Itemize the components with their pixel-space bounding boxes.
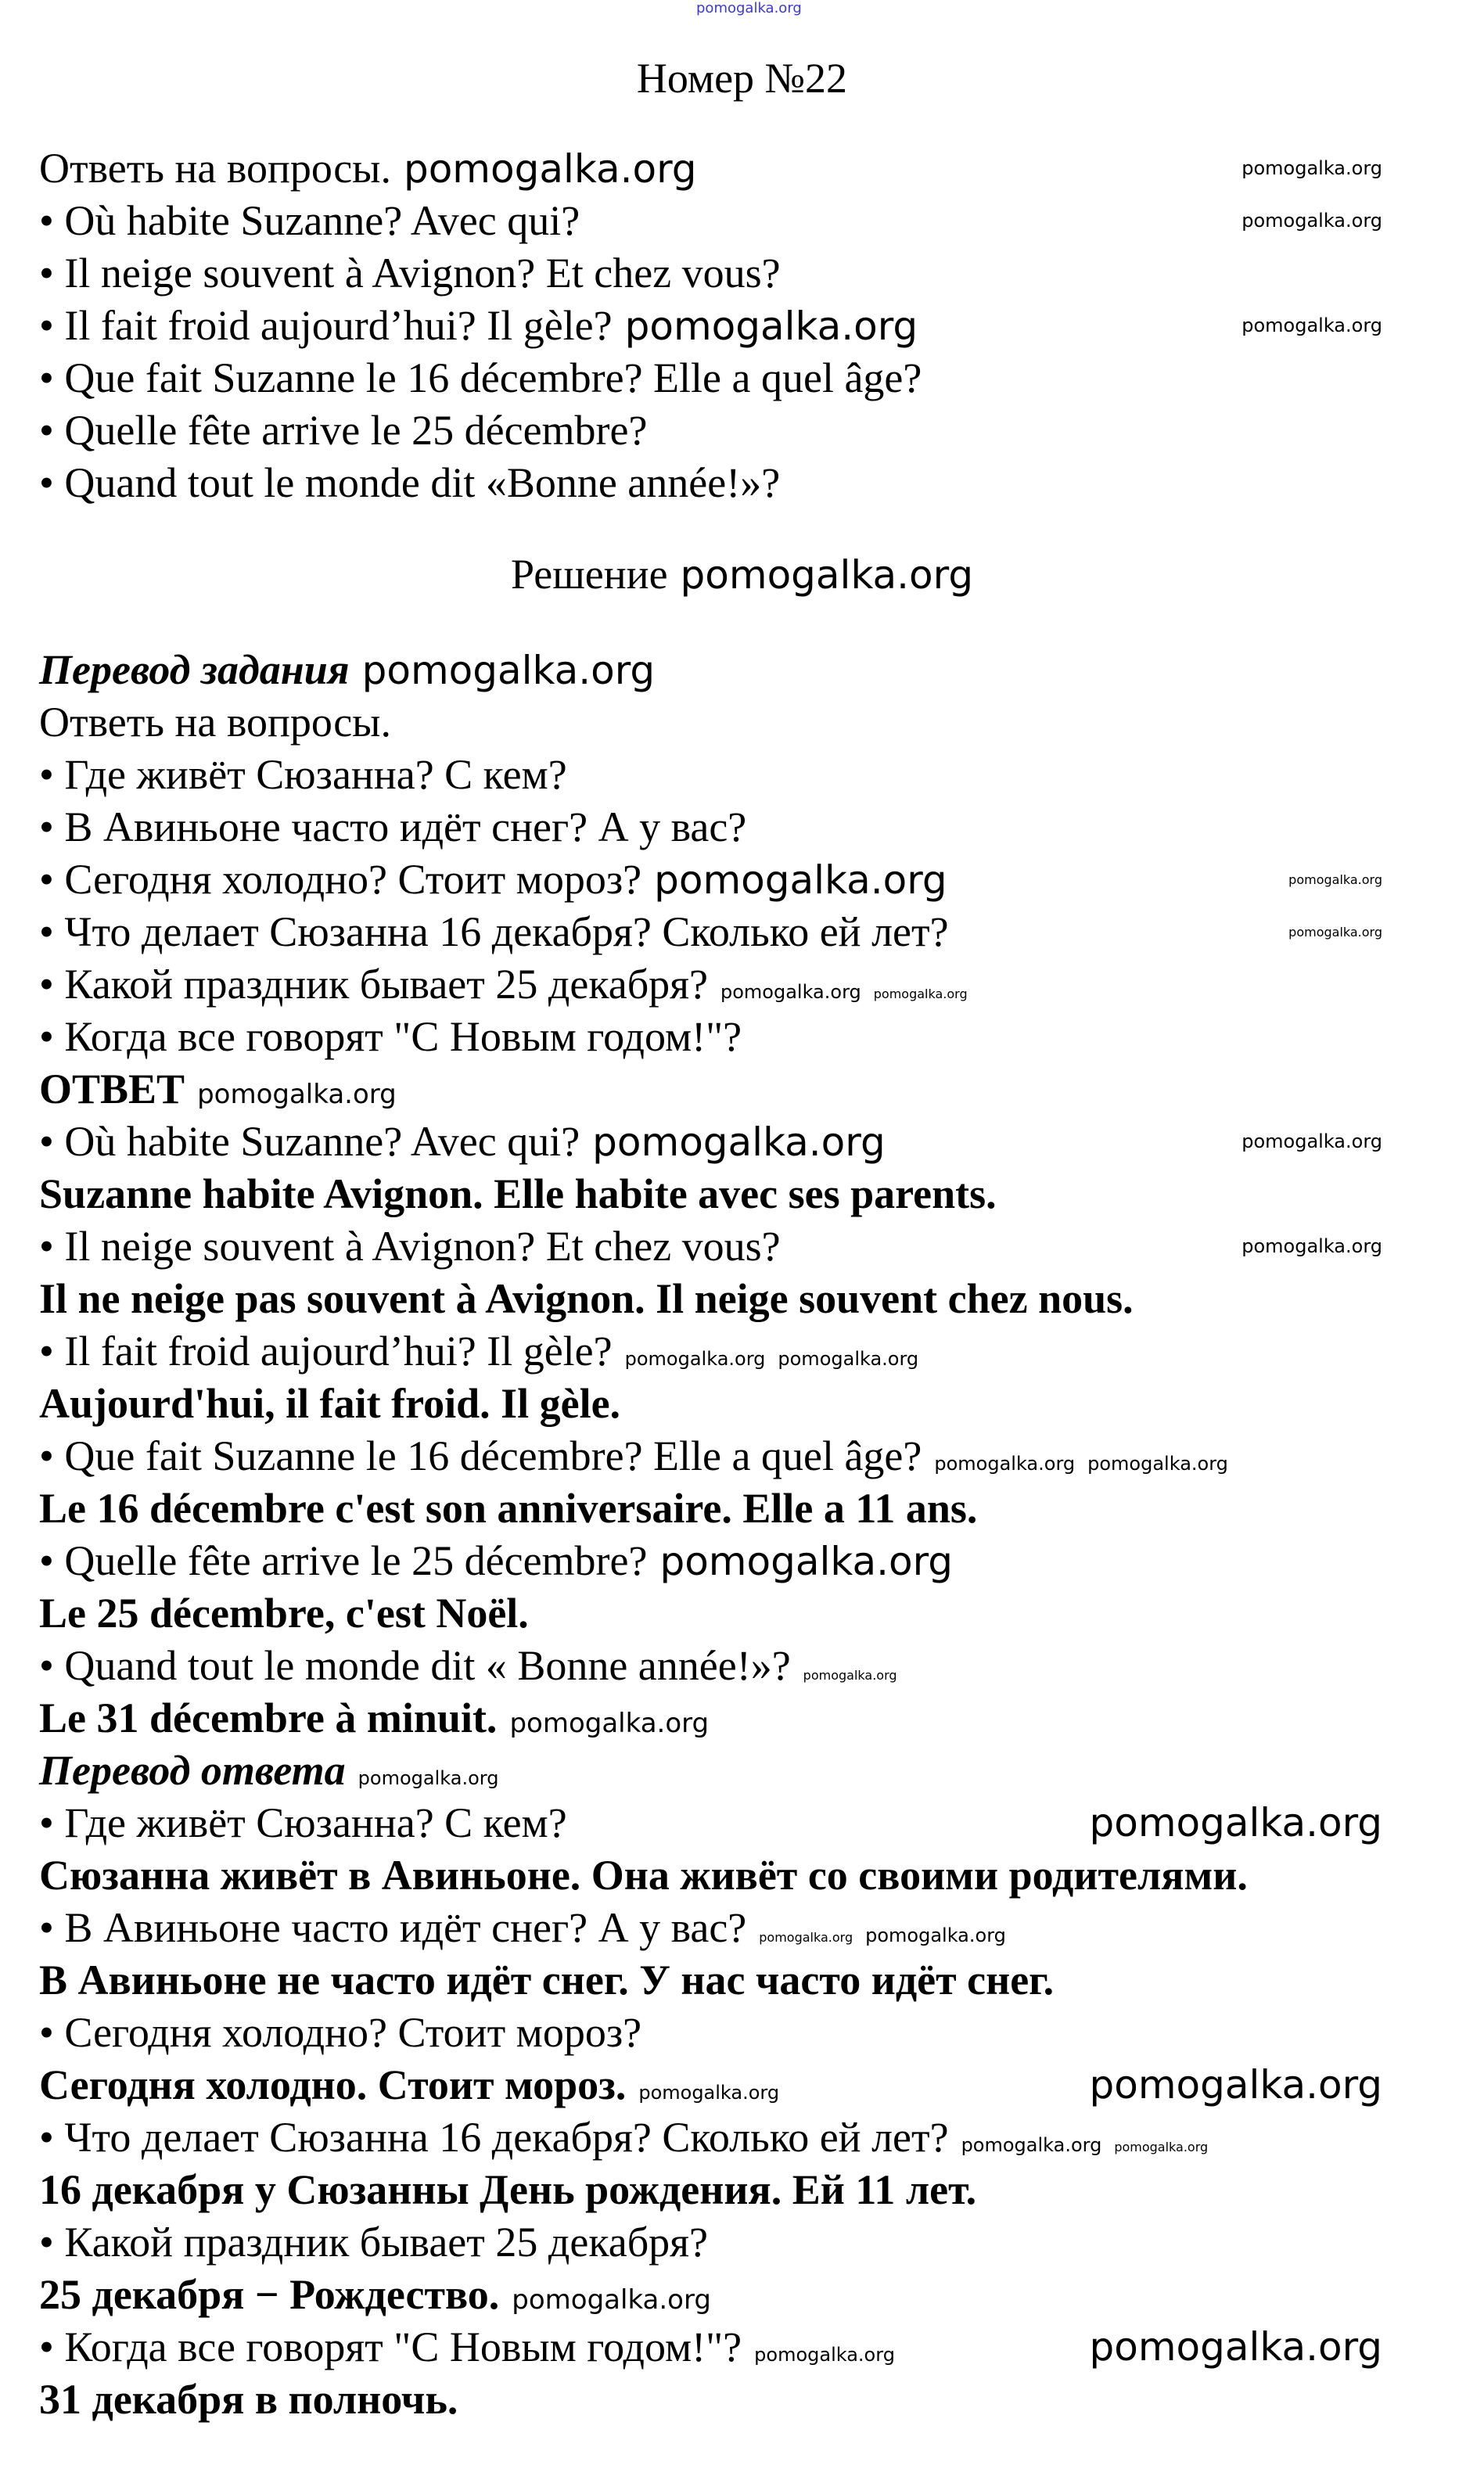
watermark: pomogalka.org <box>403 146 697 192</box>
watermark: pomogalka.org <box>1241 157 1382 179</box>
answer-question-line <box>39 1116 1484 1168</box>
watermark: pomogalka.org <box>803 1668 897 1683</box>
answer-text-line <box>39 1692 1484 1745</box>
solution-heading-line <box>0 548 1484 601</box>
watermark: pomogalka.org <box>1089 1800 1382 1845</box>
translation-prompt: Ответь на вопросы. <box>39 699 391 746</box>
solution-header <box>0 548 1484 601</box>
watermark: pomogalka.org <box>624 304 918 349</box>
answer-question: • Quand tout le monde dit « Bonne année!»? <box>39 1642 791 1689</box>
translated-question: • Когда все говорят "С Новым годом!"? <box>39 1013 742 1060</box>
task-section <box>39 142 1484 509</box>
answer-question: • Il fait froid aujourd’hui? Il gèle? <box>39 1328 613 1375</box>
answer-text: Le 25 décembre, c'est Noël. <box>39 1590 529 1637</box>
watermark: pomogalka.org <box>638 2082 780 2104</box>
translation-heading: Перевод задания <box>39 646 350 693</box>
watermark: pomogalka.org <box>873 986 968 1001</box>
question: • Où habite Suzanne? Avec qui? <box>39 197 580 244</box>
watermark: pomogalka.org <box>509 1708 710 1739</box>
answer-text: Le 16 décembre c'est son anniversaire. Elle a 11 ans. <box>39 1485 978 1532</box>
question-line <box>39 300 1484 352</box>
answer-text: Le 31 décembre à minuit. <box>39 1694 498 1741</box>
translated-answer-text: В Авиньоне не часто идёт снег. У нас часто идёт снег. <box>39 1957 1055 2003</box>
watermark: pomogalka.org <box>778 1348 919 1370</box>
translated-question-line <box>39 853 1484 906</box>
translated-answer-question: • Какой праздник бывает 25 декабря? <box>39 2219 708 2266</box>
watermark: pomogalka.org <box>720 981 861 1003</box>
answer-question-line <box>39 1325 1484 1378</box>
watermark: pomogalka.org <box>592 1119 886 1165</box>
answer-translation-heading: Перевод ответа <box>39 1747 346 1794</box>
watermark: pomogalka.org <box>659 1539 953 1584</box>
translated-answer-text: 31 декабря в полночь. <box>39 2376 458 2423</box>
answer-translation-heading-line <box>39 1745 1484 1797</box>
answer-question-line <box>39 1640 1484 1692</box>
page-header <box>0 52 1484 105</box>
question: • Il fait froid aujourd’hui? Il gèle? <box>39 302 613 349</box>
watermark: pomogalka.org <box>1241 314 1382 336</box>
task-prompt-line <box>39 142 1484 195</box>
answer-heading: ОТВЕТ <box>39 1066 185 1112</box>
watermark: pomogalka.org <box>197 1079 397 1110</box>
translated-question-line <box>39 958 1484 1011</box>
answer-text: Aujourd'hui, il fait froid. Il gèle. <box>39 1380 621 1427</box>
watermark: pomogalka.org <box>624 1348 766 1370</box>
translated-answer-text-line <box>39 2059 1484 2111</box>
answer-question-line <box>39 1220 1484 1273</box>
answer-question-line <box>39 1535 1484 1587</box>
translated-question: • Что делает Сюзанна 16 декабря? Сколько ей лет? <box>39 908 949 955</box>
watermark: pomogalka.org <box>1288 925 1382 940</box>
answer-question: • Que fait Suzanne le 16 décembre? Elle a quel âge? <box>39 1432 922 1479</box>
watermark: pomogalka.org <box>934 1453 1076 1475</box>
page-title: Номер №22 <box>636 55 848 102</box>
translated-answer-text: 25 декабря − Рождество. <box>39 2271 500 2318</box>
answer-text: Il ne neige pas souvent à Avignon. Il neige souvent chez nous. <box>39 1275 1134 1322</box>
watermark: pomogalka.org <box>1288 872 1382 887</box>
question: • Quelle fête arrive le 25 décembre? <box>39 407 648 454</box>
watermark: pomogalka.org <box>754 2344 895 2366</box>
translated-answer-question: • В Авиньоне часто идёт снег? А у вас? <box>39 1904 747 1951</box>
watermark: pomogalka.org <box>1087 1453 1228 1475</box>
watermark: pomogalka.org <box>680 552 974 598</box>
translated-answer-question: • Что делает Сюзанна 16 декабря? Сколько ей лет? <box>39 2114 949 2161</box>
watermark: pomogalka.org <box>361 648 656 693</box>
translated-answer-question: • Когда все говорят "С Новым годом!"? <box>39 2323 742 2370</box>
watermark: pomogalka.org <box>865 1924 1006 1946</box>
watermark: pomogalka.org <box>1089 2062 1382 2108</box>
watermark: pomogalka.org <box>1241 1235 1382 1257</box>
translated-answer-text-line <box>39 2269 1484 2321</box>
task-prompt: Ответь на вопросы. <box>39 145 391 192</box>
solution-section <box>39 644 1484 2426</box>
watermark: pomogalka.org <box>759 1930 853 1945</box>
translated-answer-question: • Сегодня холодно? Стоит мороз? <box>39 2009 642 2056</box>
question: • Quand tout le monde dit «Bonne année!»? <box>39 459 781 506</box>
translated-question: • Где живёт Сюзанна? С кем? <box>39 751 567 798</box>
watermark: pomogalka.org <box>696 0 802 16</box>
watermark: pomogalka.org <box>654 857 947 903</box>
watermark: pomogalka.org <box>358 1767 499 1789</box>
translation-heading-line <box>39 644 1484 696</box>
translated-answer-text: 16 декабря у Сюзанны День рождения. Ей 11 лет. <box>39 2166 977 2213</box>
answer-question: • Quelle fête arrive le 25 décembre? <box>39 1537 648 1584</box>
watermark: pomogalka.org <box>1089 2324 1382 2370</box>
translated-answer-text: Сюзанна живёт в Авиньоне. Она живёт со своими родителями. <box>39 1852 1248 1899</box>
answer-question: • Il neige souvent à Avignon? Et chez vous? <box>39 1223 781 1270</box>
translated-question: • Какой праздник бывает 25 декабря? <box>39 961 708 1008</box>
translated-answer-question-line <box>39 1797 1484 1849</box>
watermark: pomogalka.org <box>1241 1130 1382 1152</box>
translated-answer-question-line <box>39 1902 1484 1954</box>
answer-text: Suzanne habite Avignon. Elle habite avec ses parents. <box>39 1170 997 1217</box>
watermark: pomogalka.org <box>512 2284 711 2316</box>
solution-heading: Решение <box>510 551 668 598</box>
answer-heading-line <box>39 1063 1484 1116</box>
translated-answer-question-line <box>39 2111 1484 2164</box>
translated-answer-text: Сегодня холодно. Стоит мороз. <box>39 2061 627 2108</box>
question-line <box>39 195 1484 247</box>
translated-question: • В Авиньоне часто идёт снег? А у вас? <box>39 803 747 850</box>
answer-question-line <box>39 1430 1484 1482</box>
watermark: pomogalka.org <box>961 2134 1102 2156</box>
question: • Que fait Suzanne le 16 décembre? Elle a quel âge? <box>39 354 922 401</box>
watermark: pomogalka.org <box>1114 2140 1209 2154</box>
translated-question: • Сегодня холодно? Стоит мороз? <box>39 856 642 903</box>
translated-question-line <box>39 906 1484 958</box>
translated-answer-question: • Где живёт Сюзанна? С кем? <box>39 1799 567 1846</box>
question: • Il neige souvent à Avignon? Et chez vous? <box>39 250 781 296</box>
answer-question: • Où habite Suzanne? Avec qui? <box>39 1118 580 1165</box>
watermark: pomogalka.org <box>1241 210 1382 232</box>
translated-answer-question-line <box>39 2321 1484 2374</box>
